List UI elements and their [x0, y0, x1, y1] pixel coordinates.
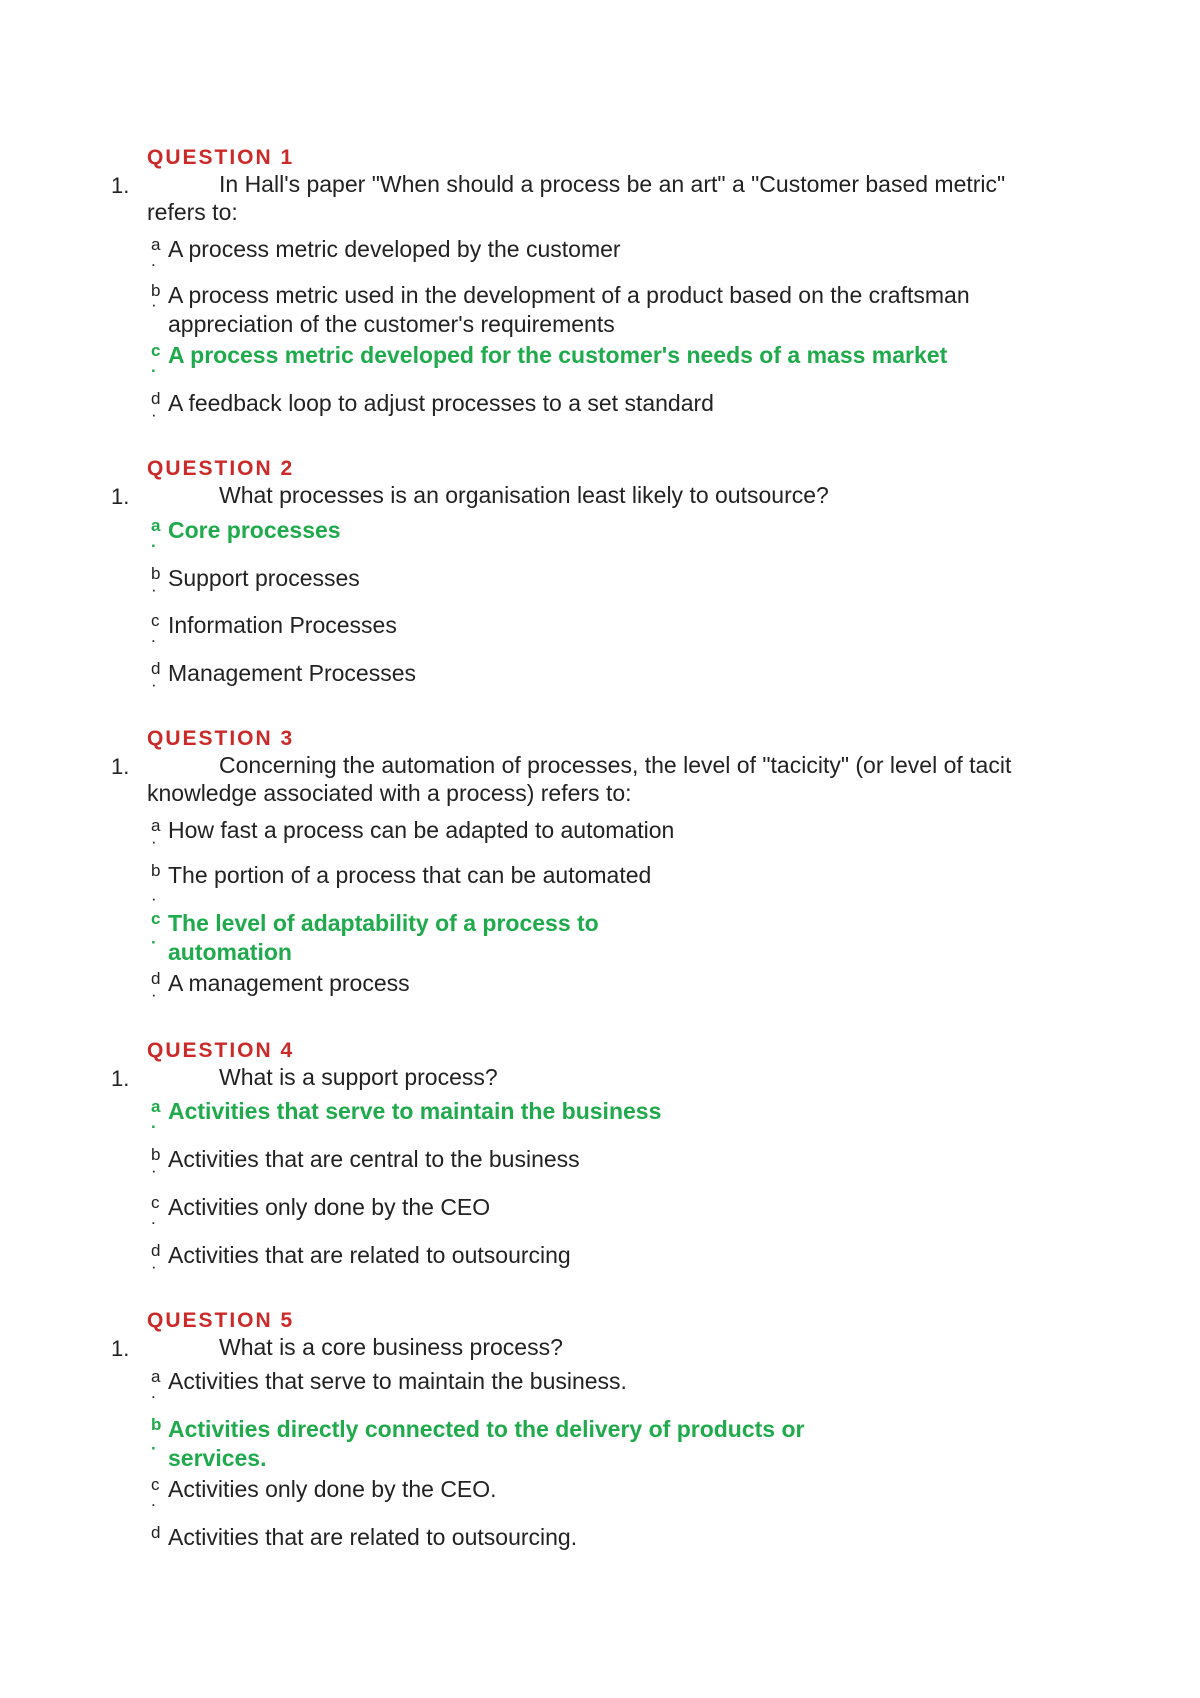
option-letter: d — [151, 969, 161, 988]
question-heading: QUESTION 4 — [147, 1039, 295, 1062]
option-text: A process metric used in the development of a product based on the craftsman appreciation of the customer's requirements — [168, 282, 970, 337]
option-letter: a — [151, 235, 161, 254]
question-number: 1. — [111, 484, 130, 509]
option-text: A process metric developed for the customer's needs of a mass market — [168, 342, 948, 368]
question-text: What is a support process? — [219, 1064, 498, 1090]
question-number: 1. — [111, 1066, 130, 1091]
question-heading: QUESTION 5 — [147, 1309, 295, 1332]
option-text: Management Processes — [168, 660, 417, 686]
question-text: What processes is an organisation least likely to outsource? — [219, 482, 829, 508]
option-letter: a — [151, 816, 161, 835]
option-dot: · — [151, 1257, 157, 1276]
option-letter: a — [151, 516, 161, 535]
option-letter: a — [151, 1097, 161, 1116]
option-letter: d — [151, 389, 161, 408]
option-dot: . — [151, 1491, 156, 1510]
option-dot: · — [151, 675, 157, 694]
option-dot: · — [151, 832, 157, 851]
option-letter: c — [151, 341, 161, 360]
option-text: Activities directly connected to the delivery of products or services. — [168, 1416, 805, 1471]
option-text: Activities only done by the CEO — [168, 1194, 491, 1220]
question-text: What is a core business process? — [219, 1334, 563, 1360]
option-letter: b — [151, 564, 161, 583]
option-text: Core processes — [168, 517, 341, 543]
option-dot: · — [151, 1439, 157, 1458]
option-text: Activities that serve to maintain the business. — [168, 1368, 627, 1394]
option-letter: d — [151, 1241, 161, 1260]
option-text: Activities that are related to outsourcing — [168, 1242, 571, 1268]
option-dot: . — [151, 1383, 156, 1402]
question-number: 1. — [111, 1336, 130, 1361]
option-dot: · — [151, 889, 157, 908]
option-text: Information Processes — [168, 612, 397, 638]
option-text: Activities only done by the CEO. — [168, 1476, 497, 1502]
option-letter: d — [151, 1523, 161, 1542]
question-number: 1. — [111, 173, 130, 198]
option-text: Activities that serve to maintain the business — [168, 1098, 662, 1124]
option-dot: · — [151, 985, 157, 1004]
option-dot: . — [151, 532, 156, 551]
option-letter: c — [151, 1475, 160, 1494]
option-letter: b — [151, 1145, 161, 1164]
option-dot: · — [151, 295, 157, 314]
question-text: Concerning the automation of processes, the level of "tacicity" (or level of tacit knowledge associated with a process) refers to: — [147, 752, 1012, 806]
option-letter: a — [151, 1367, 161, 1386]
option-dot: · — [151, 405, 157, 424]
option-letter: b — [151, 281, 161, 300]
question-number: 1. — [111, 754, 130, 779]
option-dot: . — [151, 1113, 156, 1132]
option-dot: . — [151, 1209, 156, 1228]
option-text: A feedback loop to adjust processes to a set standard — [168, 390, 714, 416]
question-heading: QUESTION 3 — [147, 727, 295, 750]
option-dot: · — [151, 580, 157, 599]
question-text: In Hall's paper "When should a process be an art" a "Customer based metric" refers to: — [147, 171, 1006, 225]
option-dot: · — [151, 933, 157, 952]
option-text: Activities that are central to the business — [168, 1146, 580, 1172]
question-heading: QUESTION 1 — [147, 146, 295, 169]
option-letter: b — [151, 1415, 162, 1434]
option-dot: . — [151, 357, 156, 376]
option-dot: . — [151, 627, 156, 646]
option-letter: b — [151, 861, 161, 880]
option-dot: · — [151, 1161, 157, 1180]
option-letter: c — [151, 611, 160, 630]
option-dot: . — [151, 251, 156, 270]
option-text: A process metric developed by the customer — [168, 236, 621, 262]
option-letter: c — [151, 1193, 160, 1212]
option-text: The portion of a process that can be automated — [168, 862, 652, 888]
option-letter: c — [151, 909, 161, 928]
option-text: The level of adaptability of a process to automation — [168, 910, 599, 965]
option-text: How fast a process can be adapted to automation — [168, 817, 675, 843]
option-text: A management process — [168, 970, 410, 996]
option-letter: d — [151, 659, 161, 678]
option-text: Support processes — [168, 565, 360, 591]
option-text: Activities that are related to outsourcing. — [168, 1524, 578, 1550]
question-heading: QUESTION 2 — [147, 457, 295, 480]
